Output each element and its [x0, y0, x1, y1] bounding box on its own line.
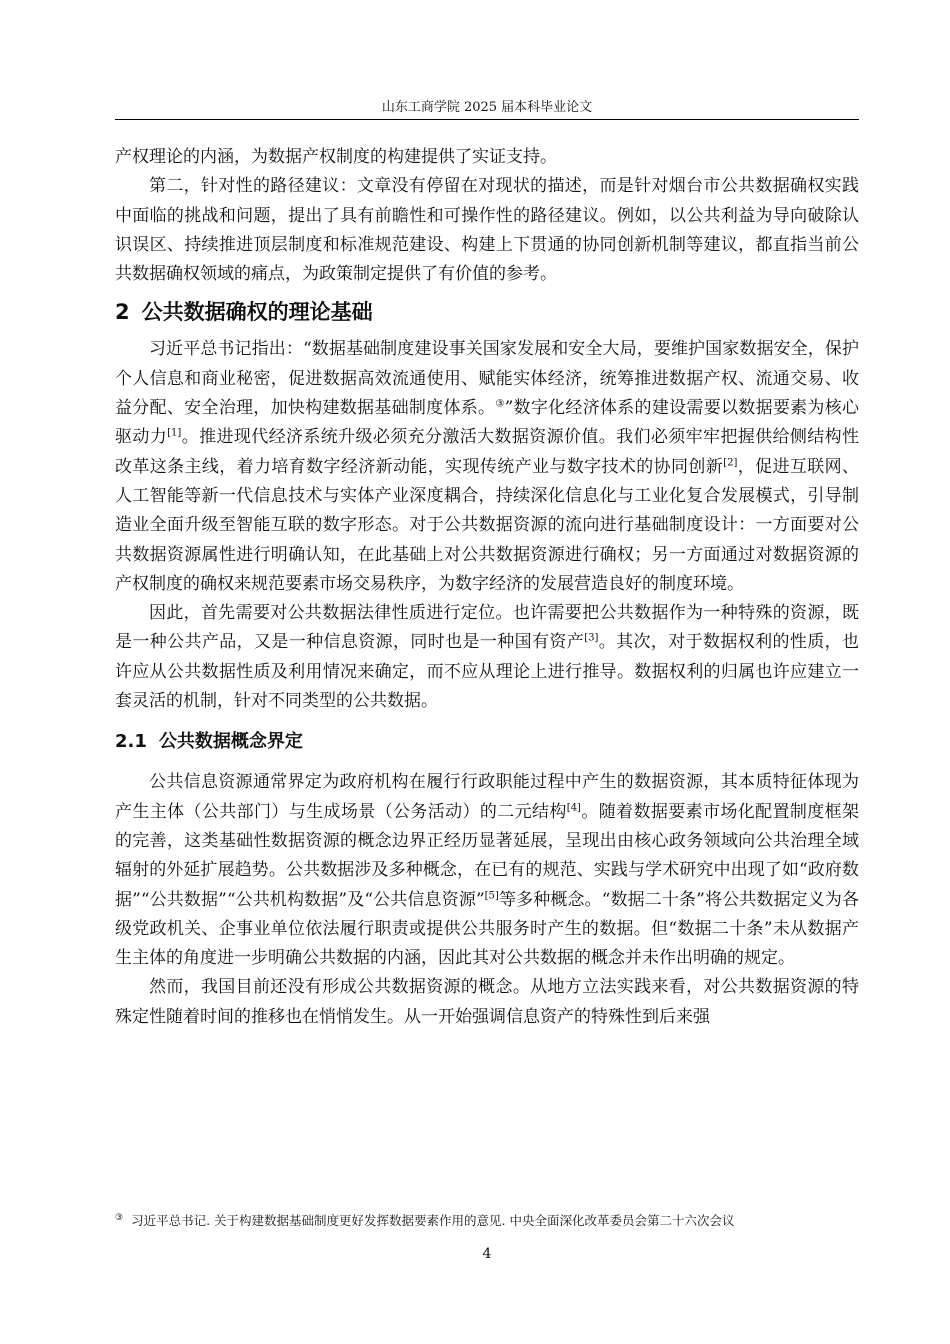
footnote-marker[interactable]: ③	[495, 398, 505, 410]
text-run: 等多种概念。“数据二十条”将公共数据定义为各级党政机关、企事业单位依法履行职责或提供公共服务时产生的数据。但“数据二十条”未从数据产生主体的角度进一步明确公共数据的内涵，因此其对公共数据的概念并未作出明确的规定。	[115, 889, 859, 969]
section-number: 2.1	[115, 731, 147, 753]
chapter-heading	[115, 297, 859, 327]
citation-link[interactable]: [3]	[584, 632, 599, 644]
text-run: ，促进互联网、人工智能等新一代信息技术与实体产业深度耦合，持续深化信息化与工业化复合发展模式，引导制造业全面升级至智能互联的数字形态。对于公共数据资源的流向进行基础制度设计：一方面要对公共数据资源属性进行明确认知，在此基础上对公共数据资源进行确权；另一方面通过对数据资源的产权制度的确权来规范要素市场交易秩序，为数字经济的发展营造良好的制度环境。	[115, 456, 860, 594]
footnote	[115, 1212, 859, 1230]
paragraph-legal-nature	[115, 599, 859, 716]
citation-link[interactable]: [2]	[723, 457, 738, 469]
page-body	[115, 143, 859, 1032]
text-run: 公共信息资源通常界定为政府机构在履行行政职能过程中产生的数据资源，其本质特征体现为产生主体（公共部门）与生成场景（公务活动）的二元结构	[115, 772, 859, 822]
text-run: 习近平总书记指出：“数据基础制度建设事关国家发展和安全大局，要维护国家数据安全，保护个人信息和商业秘密，促进数据高效流通使用、赋能实体经济，统筹推进数据产权、流通交易、收益分配、安全治理，加快构建数据基础制度体系。	[115, 339, 859, 419]
text-run: 。推进现代经济系统升级必须充分激活大数据资源价值。我们必须牢牢把握供给侧结构性改革这条主线，着力培育数字经济新动能，实现传统产业与数字技术的协同创新	[115, 427, 860, 477]
citation-link[interactable]: [4]	[566, 801, 581, 813]
page-number: 4	[482, 1246, 492, 1262]
chapter-number: 2	[115, 300, 130, 325]
section-title: 公共数据概念界定	[158, 731, 303, 753]
chapter-title: 公共数据确权的理论基础	[141, 300, 373, 325]
section-heading	[115, 728, 859, 756]
paragraph-concept-definition	[115, 768, 859, 973]
text-run: 。随着数据要素市场化配置制度框架的完善，这类基础性数据资源的概念边界正经历显著延展，呈现出由核心政务领域向公共治理全域辐射的外延扩展趋势。公共数据涉及多种概念，在已有的规范、实践与学术研究中出现了如“政府数据”“公共数据”“公共机构数据”及“公共信息资源”	[115, 801, 859, 910]
text-run: 因此，首先需要对公共数据法律性质进行定位。也许需要把公共数据作为一种特殊的资源，既是一种公共产品，又是一种信息资源，同时也是一种国有资产	[115, 603, 859, 653]
paragraph-continuation: 产权理论的内涵，为数据产权制度的构建提供了实证支持。	[115, 147, 557, 167]
text-run: 。其次，对于数据权利的性质，也许应从公共数据性质及利用情况来确定，而不应从理论上进行推导。数据权利的归属也许应建立一套灵活的机制，针对不同类型的公共数据。	[115, 632, 860, 712]
running-header: 山东工商学院 2025 届本科毕业论文	[381, 100, 593, 115]
citation-link[interactable]: [5]	[484, 889, 499, 901]
citation-link[interactable]: [1]	[167, 427, 182, 439]
footnote-text: 习近平总书记. 关于构建数据基础制度更好发挥数据要素作用的意见. 中央全面深化改革委员会第二十六次会议	[131, 1213, 735, 1228]
text-run: ”数字化经济体系的建设需要以数据要素为核心驱动力	[115, 398, 860, 448]
paragraph-path-suggestions: 第二，针对性的路径建议：文章没有停留在对现状的描述，而是针对烟台市公共数据确权实践中面临的挑战和问题，提出了具有前瞻性和可操作性的路径建议。例如，以公共利益为导向破除认识误区、持续推进顶层制度和标准规范建设、构建上下贯通的协同创新机制等建议，都直指当前公共数据确权领域的痛点，为政策制定提供了有价值的参考。	[115, 176, 859, 285]
paragraph-xi-quote	[115, 335, 859, 599]
paragraph-local-legislation: 然而，我国目前还没有形成公共数据资源的概念。从地方立法实践来看，对公共数据资源的特殊定性随着时间的推移也在悄悄发生。从一开始强调信息资产的特殊性到后来强	[115, 977, 859, 1027]
header-rule	[115, 119, 859, 120]
footnote-mark: ③	[115, 1212, 124, 1223]
